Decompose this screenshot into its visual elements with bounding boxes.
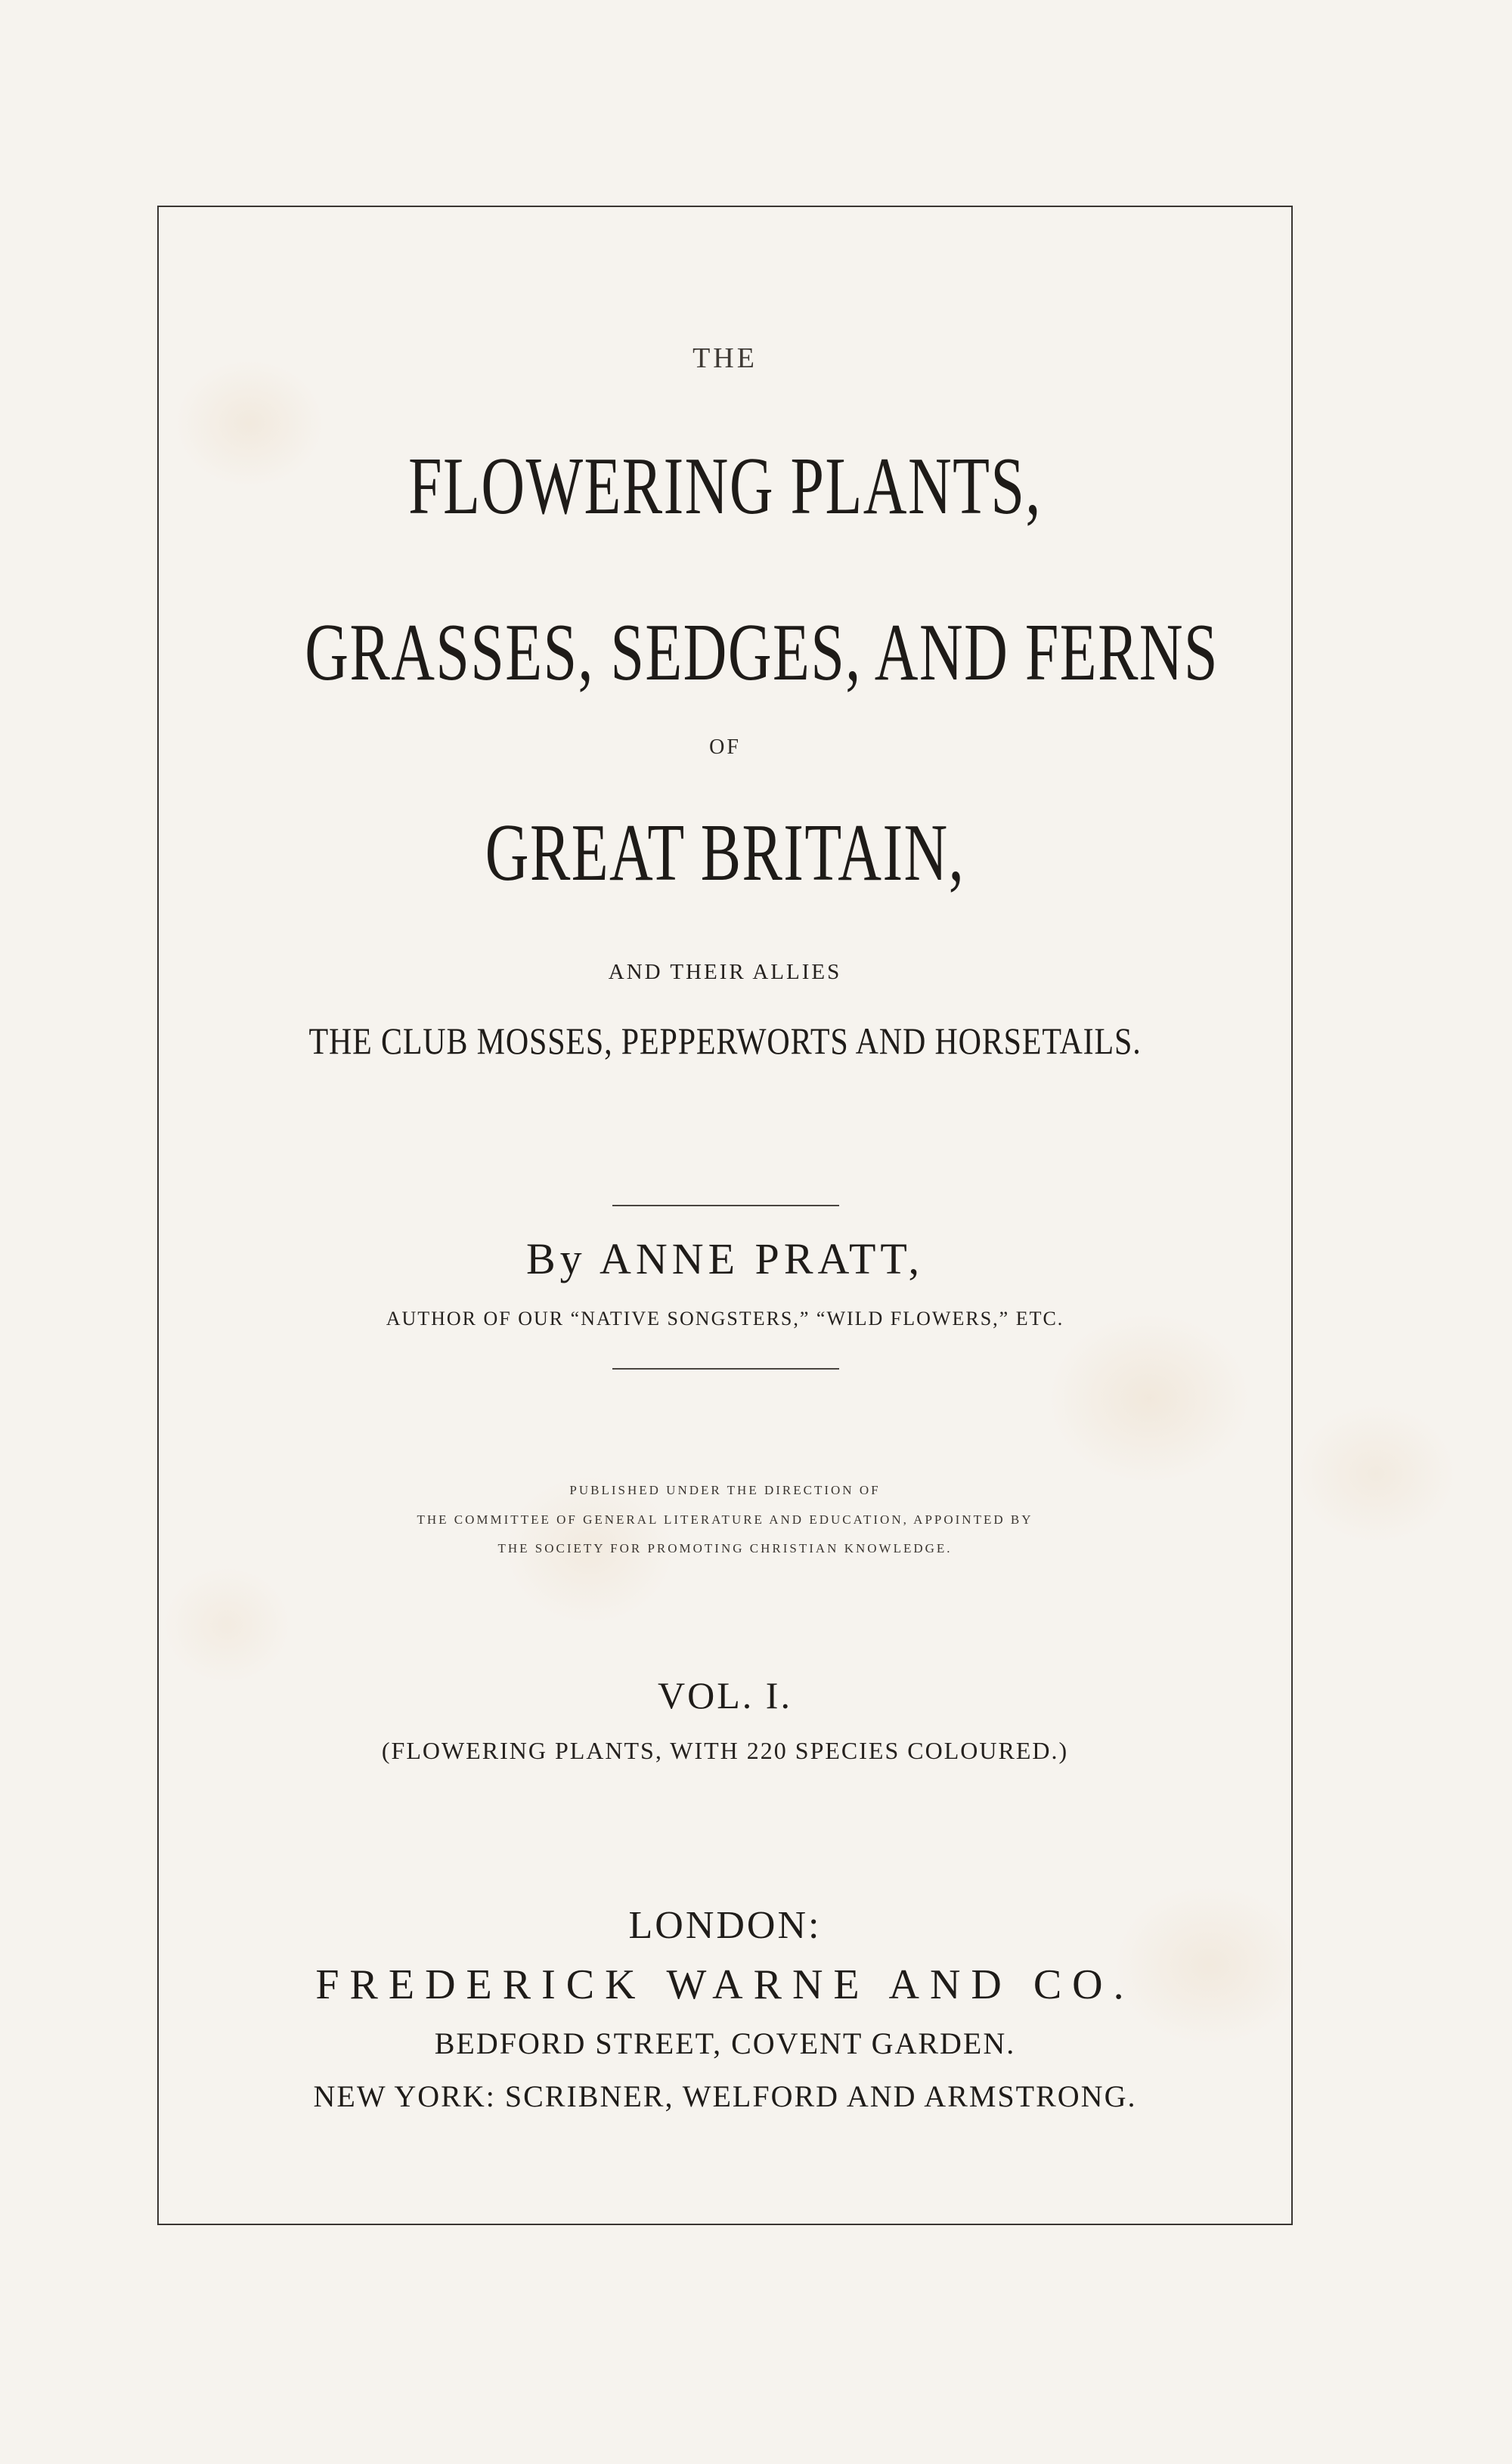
author-name: By ANNE PRATT, bbox=[525, 1234, 925, 1283]
author-credentials: AUTHOR OF OUR “NATIVE SONGSTERS,” “WILD FLOWERS,” ETC. bbox=[386, 1308, 1064, 1330]
volume-number: VOL. I. bbox=[658, 1674, 792, 1716]
subtitle-and-their-allies: AND THEIR ALLIES bbox=[608, 960, 842, 984]
divider-rule-bottom bbox=[612, 1368, 839, 1370]
title-line-flowering-plants: FLOWERING PLANTS, bbox=[408, 441, 1042, 531]
publisher-name: FREDERICK WARNE AND CO. bbox=[315, 1961, 1135, 2008]
title-line-great-britain: GREAT BRITAIN, bbox=[485, 808, 965, 898]
published-note-line-2: THE COMMITTEE OF GENERAL LITERATURE AND EDUCATION, APPOINTED BY bbox=[417, 1512, 1033, 1527]
title-preposition-of: OF bbox=[709, 735, 741, 759]
publisher-address: BEDFORD STREET, COVENT GARDEN. bbox=[434, 2026, 1016, 2060]
published-note-line-3: THE SOCIETY FOR PROMOTING CHRISTIAN KNOWLEDGE. bbox=[497, 1541, 953, 1555]
published-note-line-1: PUBLISHED UNDER THE DIRECTION OF bbox=[569, 1483, 881, 1497]
divider-rule-top bbox=[612, 1205, 839, 1206]
publication-place: LONDON: bbox=[628, 1904, 822, 1947]
title-article: THE bbox=[692, 342, 758, 374]
volume-subtitle: (FLOWERING PLANTS, WITH 220 SPECIES COLOURED.) bbox=[381, 1737, 1069, 1764]
new-york-publisher: NEW YORK: SCRIBNER, WELFORD AND ARMSTRONG. bbox=[313, 2079, 1137, 2113]
title-line-grasses-sedges-ferns: GRASSES, SEDGES, AND FERNS bbox=[305, 608, 1219, 698]
subtitle-club-mosses: THE CLUB MOSSES, PEPPERWORTS AND HORSETAILS. bbox=[308, 1020, 1142, 1062]
